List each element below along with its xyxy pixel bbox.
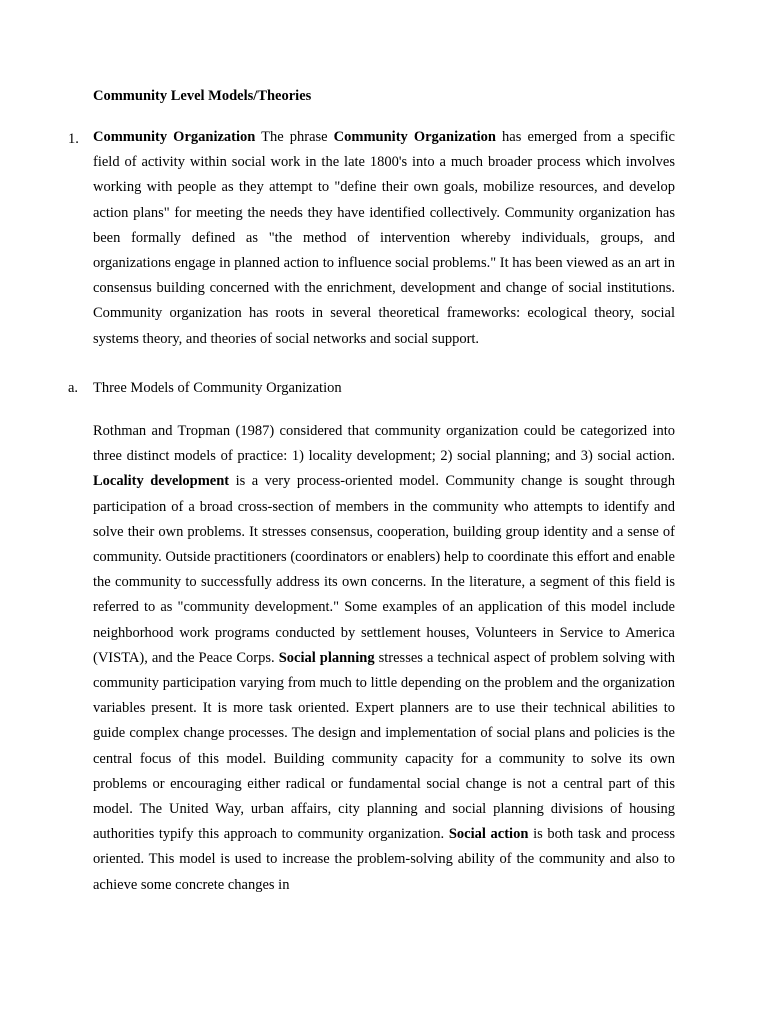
- community-organization-paragraph: [93, 125, 675, 352]
- section-heading: Community Level Models/Theories: [93, 88, 312, 104]
- term-community-organization-repeat: Community Organization: [333, 129, 496, 145]
- term-social-planning: Social planning: [278, 649, 375, 666]
- term-community-organization: Community Organization: [93, 129, 256, 145]
- paragraph-text: stresses a technical aspect of problem solving with community participation varying from much to little depending on the problem and the organization variables present. It is more task oriented. Expert planners are to use their technical abilities to guide complex change processes. The design and implementation of social plans and policies is the central focus of this model. Building community capacity for a community to solve its own problems or encouraging either radical or fundamental social change is not a central part of this model. The United Way, urban affairs, city planning and social planning divisions of housing authorities typify this approach to community organization.: [93, 649, 675, 843]
- term-social-action: Social action: [448, 826, 529, 843]
- list-marker-a: a.: [68, 380, 79, 396]
- paragraph-text: is a very process-oriented model. Community change is sought through participation of a broad cross-section of members in the community who attempts to identify and solve their own problems. It stresses consensus, cooperation, building group identity and a sense of community. Outside practitioners (coordinators or enablers) help to coordinate this effort and enable the community to successfully address its own concerns. In the literature, a segment of this field is referred to as "community development." Some examples of an application of this model include neighborhood work programs conducted by settlement houses, Volunteers in Service to America (VISTA), and the Peace Corps.: [93, 473, 675, 666]
- paragraph-text: has emerged from a specific field of activity within social work in the late 1800's into a much broader process which involves working with people as they attempt to "define their own goals, mobilize resources, and develop action plans" for meeting the needs they have identified collectively. Community organization has been formally defined as "the method of intervention whereby individuals, groups, and organizations engage in planned action to influence social problems." It has been viewed as an art in consensus building concerned with the enrichment, development and change of social institutions. Community organization has roots in several theoretical frameworks: ecological theory, social systems theory, and theories of social networks and social support.: [93, 129, 675, 347]
- term-locality-development: Locality development: [93, 473, 230, 490]
- list-marker-1: 1.: [68, 131, 79, 147]
- paragraph-text: is both task and process oriented. This model is used to increase the problem-solving ability of the community and also to achieve some concrete changes in: [93, 826, 676, 893]
- models-paragraph: [93, 419, 675, 898]
- subsection-title: Three Models of Community Organization: [93, 380, 342, 396]
- paragraph-text: The phrase: [255, 129, 334, 145]
- paragraph-text: Rothman and Tropman (1987) considered that community organization could be categorized into three distinct models of practice: 1) locality development; 2) social planning; and 3) social action.: [93, 423, 675, 465]
